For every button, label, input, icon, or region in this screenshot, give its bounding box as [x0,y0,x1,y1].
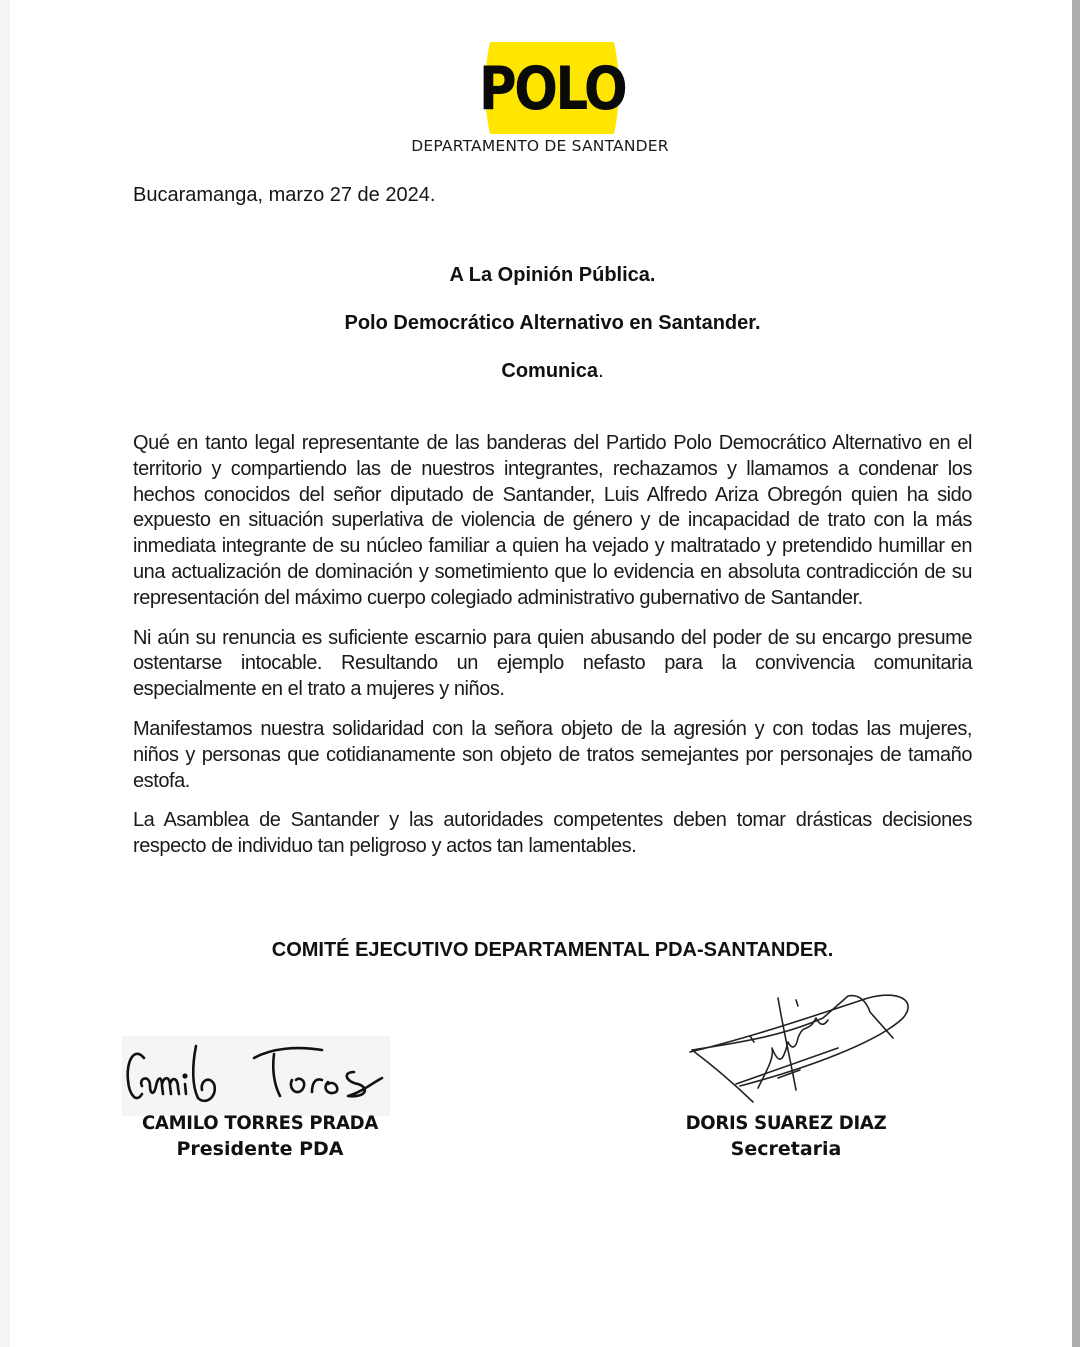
communicates-word: Comunica [501,360,599,382]
logo-text: POLO [478,54,626,124]
sender-heading: Polo Democrático Alternativo en Santander. [344,312,761,334]
communicates-period: . [598,360,604,382]
addressee-heading: A La Opinión Pública. [449,264,656,286]
signer-name-doris: DORIS SUAREZ DIAZ [685,1112,887,1134]
statement-body [133,431,972,874]
committee-signoff: COMITÉ EJECUTIVO DEPARTAMENTAL PDA-SANTANDER. [271,939,834,961]
signature-camilo-torres [122,1036,390,1116]
paragraph-3: Manifestamos nuestra solidaridad con la señora objeto de la agresión y con todas las mujeres, niños y personas que cotidianamente son objeto de tratos semejantes por personajes de tamaño estofa. [133,717,972,792]
left-margin-strip [0,0,10,1347]
right-margin-strip [1072,0,1080,1347]
signer-role-secretary: Secretaria [730,1138,842,1160]
signer-name-camilo: CAMILO TORRES PRADA [141,1112,379,1134]
signer-role-president: Presidente PDA [176,1138,344,1160]
signature-doris-suarez [688,978,918,1113]
paragraph-4: La Asamblea de Santander y las autoridades competentes deben tomar drásticas decisiones respecto de individuo tan peligroso y actos tan lamentables. [133,809,972,858]
paragraph-2: Ni aún su renuncia es suficiente escarnio para quien abusando del poder de su encargo presume ostentarse intocable. Resultando un ejemplo nefasto para la convivencia comunitaria especialmente en el trato a mujeres y niños. [133,626,972,701]
polo-logo [478,42,626,134]
date-line: Bucaramanga, marzo 27 de 2024. [133,184,436,206]
handwritten-signature-icon [122,1036,390,1116]
communicates-heading [0,360,1080,383]
department-subtitle: DEPARTAMENTO DE SANTANDER [411,137,669,155]
paragraph-1: Qué en tanto legal representante de las banderas del Partido Polo Democrático Alternativo en el territorio y compartiendo las de nuestros integrantes, rechazamos y llamamos a condenar los hechos conocidos del señor diputado de Santander, Luis Alfredo Ariza Obregón quien ha sido expuesto en situación superlativa de violencia de género y de incapacidad de trato con la más inmediata integrante de su núcleo familiar a quien ha vejado y maltratado y pretendido humillar en una actualización de dominación y sometimiento que lo evidencia en absoluta contradicción de su representación del máximo cuerpo colegiado administrativo gubernativo de Santander. [133,432,972,609]
handwritten-signature-icon [688,978,918,1113]
